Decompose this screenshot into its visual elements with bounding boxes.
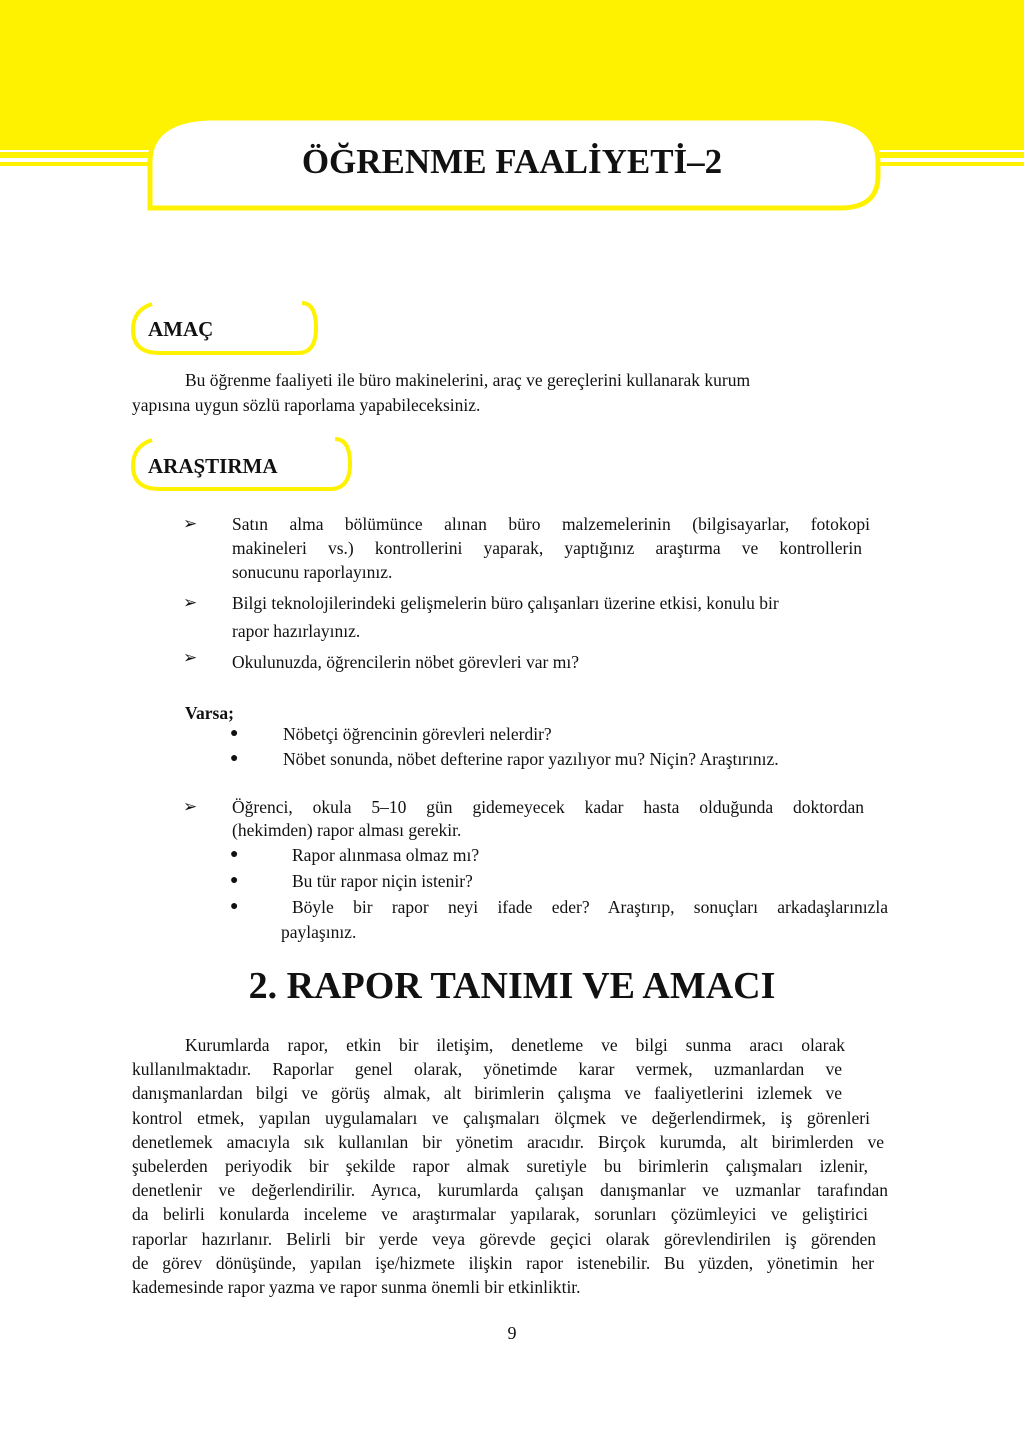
research-item-2-line-1: Bilgi teknolojilerindeki gelişmelerin büro çalışanları üzerine etkisi, konulu bir — [232, 593, 779, 613]
item4-bullet-3: Böyle bir rapor neyi ifade eder? Araştırıp, sonuçları arkadaşlarınızla — [292, 897, 888, 917]
arrow-bullet-icon: ➢ — [183, 514, 198, 533]
varsa-bullet-2: Nöbet sonunda, nöbet defterine rapor yazılıyor mu? Niçin? Araştırınız. — [283, 749, 779, 769]
header-banner — [0, 0, 1024, 232]
amac-line-2: yapısına uygun sözlü raporlama yapabileceksiniz. — [132, 395, 481, 415]
amac-line-1: Bu öğrenme faaliyeti ile büro makinelerini, araç ve gereçlerini kullanarak kurum — [185, 370, 751, 390]
arrow-bullet-icon: ➢ — [183, 797, 198, 816]
paragraph-line: kontrol etmek, yapılan uygulamaları ve çalışmaları ölçmek ve değerlendirmek, iş görenleri — [132, 1107, 870, 1128]
paragraph-line: danışmanlardan bilgi ve görüş almak, alt birimlerin çalışma ve faaliyetlerini izlemek ve — [132, 1083, 842, 1104]
item4-bullet-3-continuation: paylaşınız. — [281, 922, 357, 942]
item4-bullet-1: Rapor alınmasa olmaz mı? — [292, 845, 480, 865]
arastirma-heading: ARAŞTIRMA — [148, 454, 278, 478]
arrow-bullet-icon: ➢ — [183, 648, 198, 667]
page-number: 9 — [507, 1323, 517, 1343]
page-title: ÖĞRENME FAALİYETİ–2 — [301, 142, 723, 181]
paragraph-line: Kurumlarda rapor, etkin bir iletişim, denetleme ve bilgi sunma aracı olarak — [185, 1035, 845, 1055]
section-heading: 2. RAPOR TANIMI VE AMACI — [248, 965, 776, 1007]
bullet-dot-icon: ● — [230, 751, 239, 766]
research-item-1-line-3: sonucunu raporlayınız. — [232, 562, 393, 582]
varsa-bullet-1: Nöbetçi öğrencinin görevleri nelerdir? — [283, 724, 552, 744]
banner-graphic — [0, 0, 1024, 232]
paragraph-line: da belirli konularda inceleme ve araştırmalar yapılarak, sorunları çözümleyici ve geliştirici — [132, 1204, 868, 1225]
paragraph-line: şubelerden periyodik bir şekilde rapor almak suretiyle bu birimlerin çalışmaları izlenir, — [132, 1156, 868, 1177]
paragraph-line: de görev dönüşünde, yapılan işe/hizmete ilişkin rapor istenebilir. Bu yüzden, yönetimin her — [132, 1252, 874, 1273]
research-item-2-line-2: rapor hazırlayınız. — [232, 621, 361, 641]
paragraph-line: kullanılmaktadır. Raporlar genel olarak, yönetimde karar vermek, uzmanlardan ve — [132, 1059, 842, 1080]
amac-heading: AMAÇ — [148, 317, 214, 341]
bullet-dot-icon: ● — [230, 847, 239, 862]
bullet-dot-icon: ● — [230, 899, 239, 914]
research-item-3-line-1: Okulunuzda, öğrencilerin nöbet görevleri var mı? — [232, 652, 579, 672]
arastirma-label-box — [130, 436, 355, 492]
item4-bullet-2: Bu tür rapor niçin istenir? — [292, 871, 473, 891]
paragraph-line: kademesinde rapor yazma ve rapor sunma önemli bir etkinliktir. — [132, 1277, 581, 1298]
research-item-1-line-1: Satın alma bölümünce alınan büro malzemelerinin (bilgisayarlar, fotokopi — [232, 514, 870, 534]
bullet-dot-icon: ● — [230, 873, 239, 888]
section-body-paragraph — [132, 1033, 886, 1299]
paragraph-line: denetlemek amacıyla sık kullanılan bir yönetim aracıdır. Birçok kurumda, alt birimlerden ve — [132, 1131, 884, 1152]
paragraph-line: raporlar hazırlanır. Belirli bir yerde veya görevde geçici olarak görevlendirilen iş görenden — [132, 1228, 876, 1249]
research-item-4-line-2: (hekimden) rapor alması gerekir. — [232, 820, 462, 840]
varsa-label: Varsa; — [185, 703, 234, 723]
arrow-bullet-icon: ➢ — [183, 593, 198, 612]
paragraph-line: denetlenir ve değerlendirilir. Ayrıca, kurumlarda çalışan danışmanlar ve uzmanlar tarafından — [132, 1180, 888, 1201]
bullet-dot-icon: ● — [230, 726, 239, 741]
research-item-4-line-1: Öğrenci, okula 5–10 gün gidemeyecek kadar hasta olduğunda doktordan — [232, 797, 864, 817]
research-item-1-line-2: makineleri vs.) kontrollerini yaparak, yaptığınız araştırma ve kontrollerin — [232, 538, 862, 558]
amac-label-box — [130, 300, 320, 356]
